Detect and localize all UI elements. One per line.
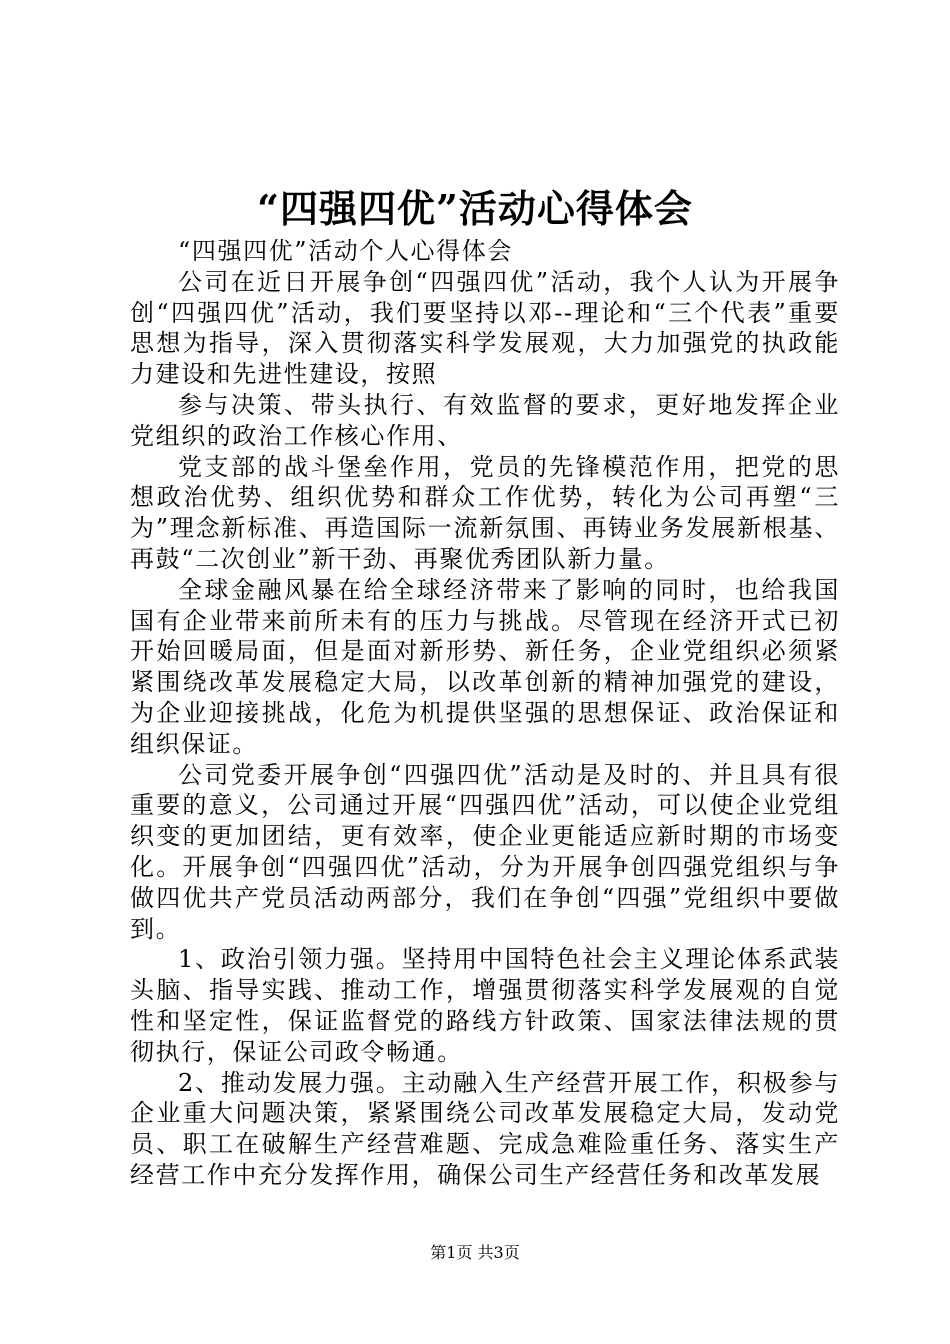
page-number-footer: 第1页 共3页 bbox=[430, 1243, 520, 1262]
document-body bbox=[130, 236, 840, 1191]
paragraph-item-2: 2、推动发展力强。主动融入生产经营开展工作，积极参与企业重大问题决策，紧紧围绕公司改革发展稳定大局，发动党员、职工在破解生产经营难题、完成急难险重任务、落实生产经营工作中充分发挥作用，确保公司生产经营任务和改革发展 bbox=[130, 1068, 840, 1189]
paragraph: 公司党委开展争创“四强四优”活动是及时的、并且具有很重要的意义，公司通过开展“四强四优”活动，可以使企业党组织变的更加团结，更有效率，使企业更能适应新时期的市场变化。开展争创“四强四优”活动，分为开展争创四强党组织与争做四优共产党员活动两部分，我们在争创“四强”党组织中要做到。 bbox=[130, 760, 840, 943]
paragraph: 党支部的战斗堡垒作用，党员的先锋模范作用，把党的思想政治优势、组织优势和群众工作优势，转化为公司再塑“三为”理念新标准、再造国际一流新氛围、再铸业务发展新根基、再鼓“二次创业”新干劲、再聚优秀团队新力量。 bbox=[130, 452, 840, 573]
paragraph: 全球金融风暴在给全球经济带来了影响的同时，也给我国国有企业带来前所未有的压力与挑战。尽管现在经济开式已初开始回暖局面，但是面对新形势、新任务，企业党组织必须紧紧围绕改革发展稳定大局，以改革创新的精神加强党的建设，为企业迎接挑战，化危为机提供坚强的思想保证、政治保证和组织保证。 bbox=[130, 575, 840, 758]
paragraph-subtitle: “四强四优”活动个人心得体会 bbox=[178, 237, 513, 265]
paragraph-item-1: 1、政治引领力强。坚持用中国特色社会主义理论体系武装头脑、指导实践、推动工作，增强贯彻落实科学发展观的自觉性和坚定性，保证监督党的路线方针政策、国家法律法规的贯彻执行，保证公司政令畅通。 bbox=[130, 945, 840, 1066]
paragraph: 参与决策、带头执行、有效监督的要求，更好地发挥企业党组织的政治工作核心作用、 bbox=[130, 390, 840, 450]
paragraph: 公司在近日开展争创“四强四优”活动，我个人认为开展争创“四强四优”活动，我们要坚持以邓--理论和“三个代表”重要思想为指导，深入贯彻落实科学发展观，大力加强党的执政能力建设和先进性建设，按照 bbox=[130, 267, 840, 389]
document-title: “四强四优”活动心得体会 bbox=[257, 186, 693, 231]
